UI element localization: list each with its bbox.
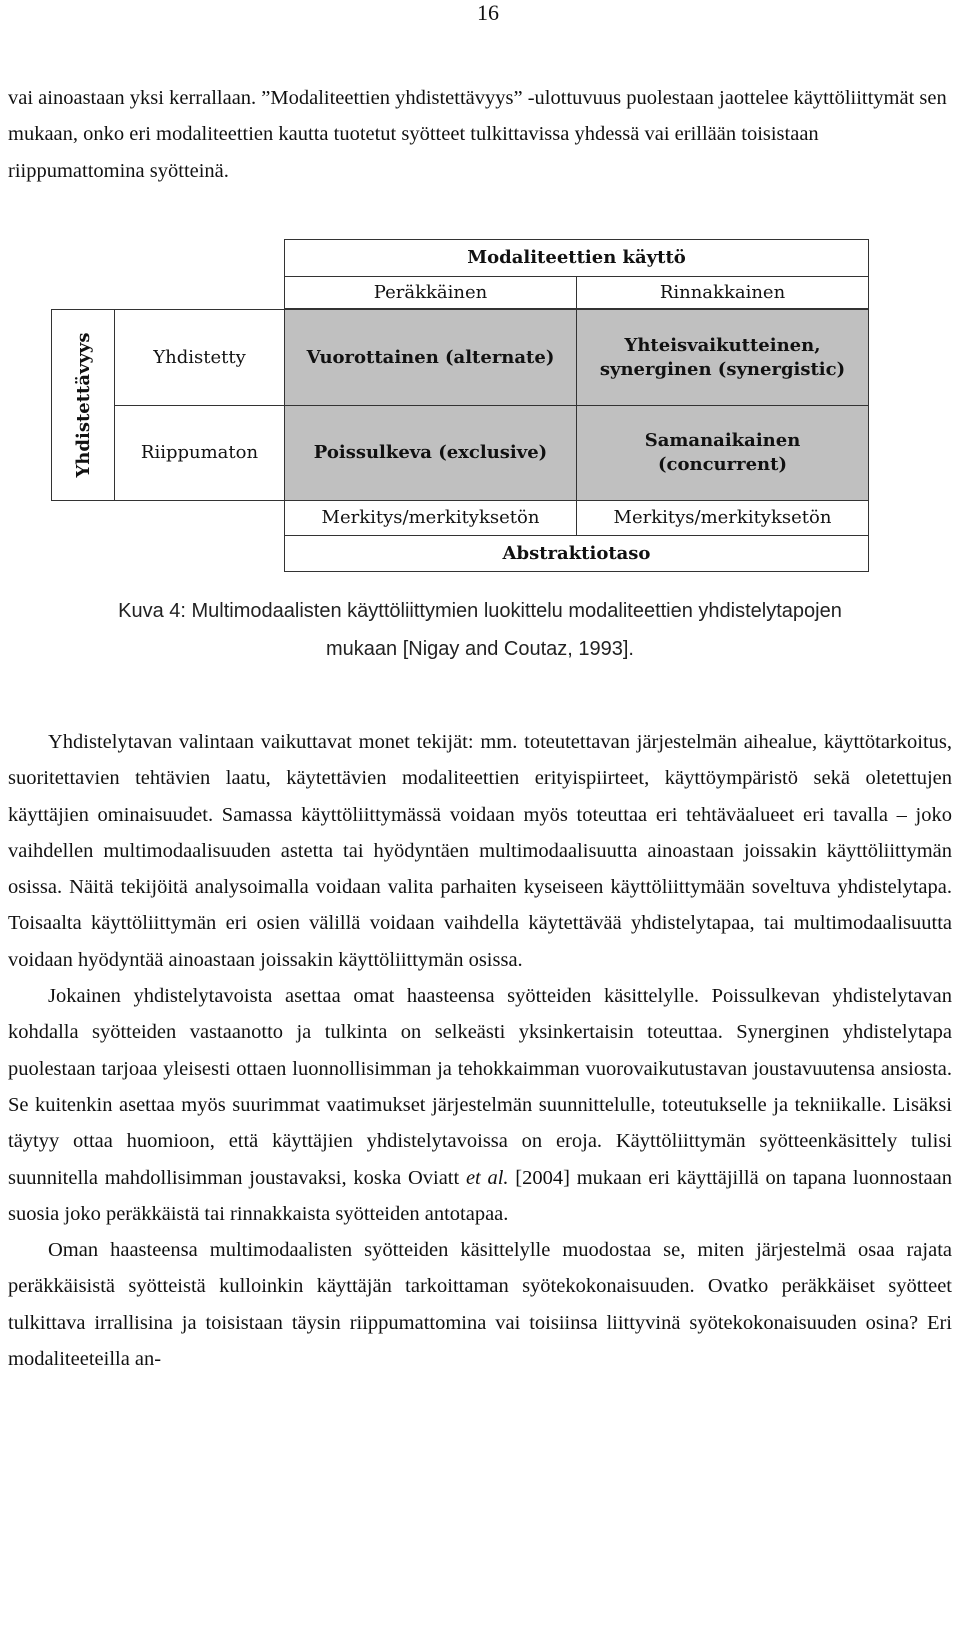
row-label-yhdistetty: Yhdistetty	[153, 346, 246, 368]
paragraph-3: Oman haasteensa multimodaalisten syötteiden käsittelylle muodostaa se, miten järjestelmä osaa rajata peräkkäisistä syötteistä kulloinkin käyttäjän tarkoittaman syötekokonaisuuden. Ovatko peräkkäiset syötteet tulkittava irrallisina ja toisistaan täysin riippumattomina vai toisiinsa liittyvinä syötekokonaisuuden osina? Eri modaliteeteilla an-	[8, 1239, 952, 1371]
cell-concurrent-line2: (concurrent)	[658, 454, 787, 475]
cell-synergistic	[576, 309, 869, 406]
page-number: 16	[477, 0, 499, 25]
cell-concurrent	[576, 405, 869, 501]
body-text	[8, 724, 952, 1377]
paragraph-2-italic: et al.	[465, 1166, 509, 1189]
cell-exclusive: Poissulkeva (exclusive)	[313, 442, 548, 463]
figure-classification-table	[0, 0, 960, 600]
cell-concurrent-line1: Samanaikainen	[644, 430, 801, 451]
figure-top-header: Modaliteettien käyttö	[467, 247, 686, 268]
paragraph-1: Yhdistelytavan valintaan vaikuttavat monet tekijät: mm. toteutettavan järjestelmän aihealue, käyttötarkoitus, suoritettavien tehtävien laatu, käytettävien modaliteettien erityispiirteet, käyttöympäristö sekä oletettujen käyttäjien ominaisuudet. Samassa käyttöliittymässä voidaan myös toteuttaa eri tehtäväalueet eri tavalla – joko vaihdellen multimodaalisuuden astetta tai hyödyntäen multimodaalisuutta ainoastaan joissakin käyttöliittymän osissa. Näitä tekijöitä analysoimalla voidaan valita parhaiten kyseiseen käyttöliittymään soveltuva yhdistelytapa. Toisaalta käyttöliittymän eri osien välillä voidaan vaihdella käytettävää yhdistelytapaa, tai multimodaalisuutta voidaan hyödyntää ainoastaan joissakin käyttöliittymän osissa.	[8, 731, 952, 971]
paragraph-2-text: Jokainen yhdistelytavoista asettaa omat haasteensa syötteiden käsittelylle. Poissulkevan yhdistelytavan kohdalla syötteiden vastaanotto ja tulkinta on selkeästi yksinkertaisin toteuttaa. Synerginen yhdistelytapa puolestaan tarjoaa yleisesti ottaen luonnollisimman ja tehokkaimman vuorovaikutustavan joustavuutensa ansiosta. Se kuitenkin asettaa myös suurimmat vaatimukset järjestelmän suunnittelulle, toteutukselle ja tekniikalle. Lisäksi täytyy ottaa huomioon, että käyttäjien yhdistelytavoissa on eroja. Käyttöliittymän syötteenkäsittely tulisi suunnitella mahdollisimman joustavaksi, koska Oviatt	[8, 985, 952, 1189]
bottom-header: Abstraktiotaso	[502, 542, 651, 564]
paragraph-2-rest: [2004] mukaan eri käyttäjillä on tapana luonnostaan suosia joko peräkkäistä tai rinnakkaista syötteiden antotapaa.	[8, 1166, 953, 1225]
row-label-riippumaton: Riippumaton	[140, 442, 259, 463]
col-header-perakkainen: Peräkkäinen	[373, 281, 488, 303]
cell-alternate: Vuorottainen (alternate)	[306, 346, 555, 368]
intro-text: vai ainoastaan yksi kerrallaan. ”Modaliteettien yhdistettävyys” -ulottuvuus puolestaan jaottelee käyttöliittymät sen mukaan, onko eri modaliteettien kautta tuotetut syötteet tulkittavissa yhdessä vai erillään toisistaan riippumattomina syötteinä.	[8, 87, 947, 182]
bottom-label-right: Merkitys/merkityksetön	[613, 507, 832, 528]
cell-synergistic-line1: Yhteisvaikutteinen,	[624, 334, 821, 356]
side-label-yhdistettavyys: Yhdistettävyys	[72, 332, 94, 478]
figure-caption	[0, 592, 960, 668]
col-header-rinnakkainen: Rinnakkainen	[659, 281, 786, 303]
paragraph-2	[8, 978, 952, 1232]
bottom-label-left: Merkitys/merkityksetön	[321, 507, 540, 528]
figure-caption-line2: mukaan [Nigay and Coutaz, 1993].	[326, 638, 634, 660]
cell-synergistic-line2: synerginen (synergistic)	[599, 358, 846, 380]
figure-caption-line1: Kuva 4: Multimodaalisten käyttöliittymien luokittelu modaliteettien yhdistelytapojen	[118, 600, 842, 622]
